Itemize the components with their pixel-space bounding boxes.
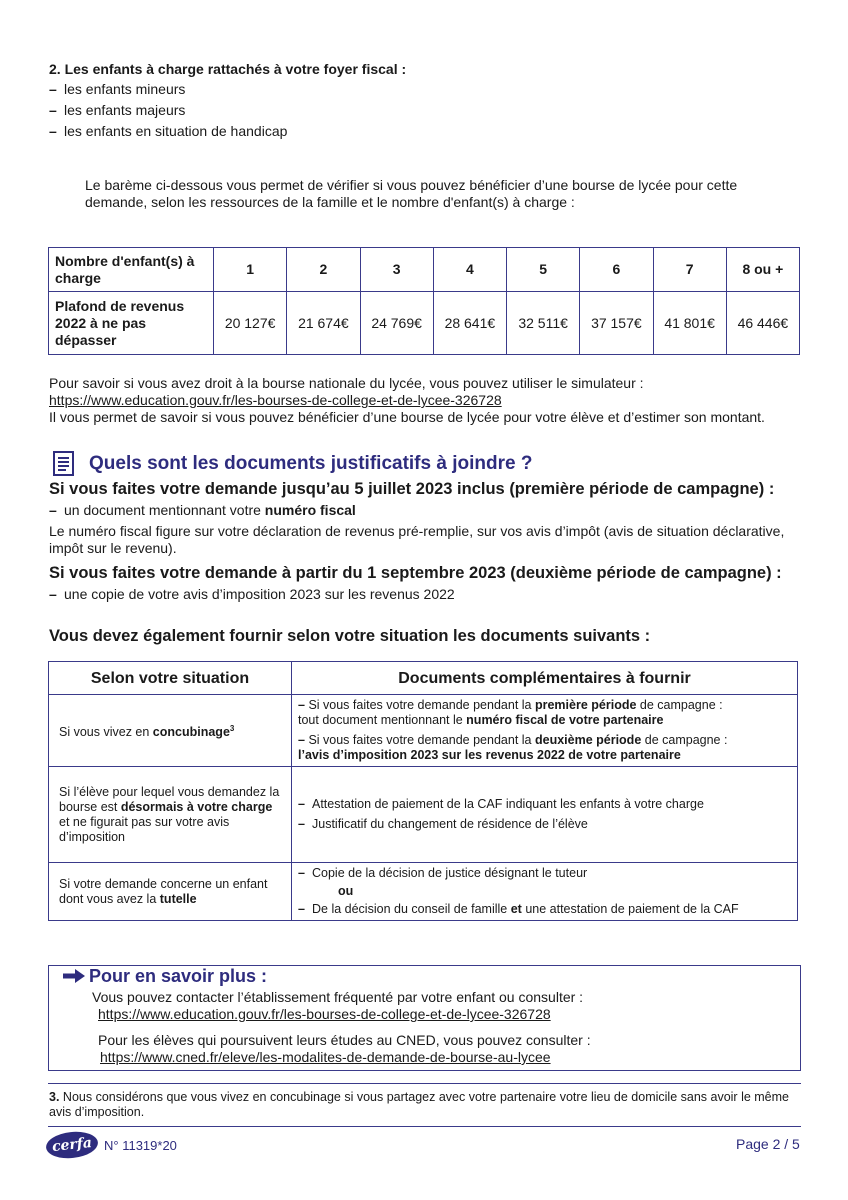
table-cell: 3	[360, 248, 433, 292]
table-row	[49, 863, 798, 921]
list-item: – un document mentionnant votre numéro fiscal	[49, 502, 356, 518]
situation-cell: Si vous vivez en concubinage$^3$	[49, 695, 292, 767]
table-row-label: Plafond de revenus 2022 à ne pas dépasser	[49, 292, 214, 355]
table-cell: 6	[580, 248, 653, 292]
table-cell: 37 157€	[580, 292, 653, 355]
footnote-divider	[48, 1083, 801, 1084]
table-cell: 21 674€	[287, 292, 360, 355]
more-info-content: Vous pouvez contacter l’établissement fréquenté par votre enfant ou consulter : https://www.education.gouv.fr/les-bourses-de-college-et-de-lycee-326728 Pour les élèves qui poursuivent leurs études au CNED, vous pouvez consulter : https://www.cned.fr/eleve/les-modalites-de-demande-de-bourse-au-lycee	[92, 989, 591, 1065]
table-cell: 7	[653, 248, 726, 292]
column-header: Documents complémentaires à fournir	[292, 662, 798, 695]
education-link[interactable]: https://www.education.gouv.fr/les-bourses-de-college-et-de-lycee-326728	[98, 1006, 551, 1022]
situation-cell: Si l’élève pour lequel vous demandez la bourse est désormais à votre charge et ne figurait pas sur votre avis d’imposition	[49, 767, 292, 863]
period1-note: Le numéro fiscal figure sur votre déclaration de revenus pré-remplie, sur vos avis d’impôt (avis de situation déclarative, impôt sur le revenu).	[49, 523, 785, 556]
table-header-row	[49, 662, 798, 695]
footnote: 3. Nous considérons que vous vivez en concubinage si vous partagez avec votre partenaire votre lieu de domicile sans avoir le même avis d’imposition.	[49, 1090, 789, 1119]
documents-cell: – Copie de la décision de justice désignant le tuteur ou – De la décision du conseil de famille et une attestation de paiement de la CAF	[292, 863, 798, 921]
table-cell: 24 769€	[360, 292, 433, 355]
table-cell: 5	[507, 248, 580, 292]
also-heading: Vous devez également fournir selon votre situation les documents suivants :	[49, 627, 651, 645]
table-cell: 41 801€	[653, 292, 726, 355]
documents-cell: – Si vous faites votre demande pendant la première période de campagne : tout document mentionnant le numéro fiscal de votre partenaire – Si vous faites votre demande pendant la deuxième période de campagne : l’avis d’imposition 2023 sur les revenus 2022 de votre partenaire	[292, 695, 798, 767]
column-header: Selon votre situation	[49, 662, 292, 695]
children-list	[49, 81, 549, 144]
simulator-link[interactable]: https://www.education.gouv.fr/les-bourses-de-college-et-de-lycee-326728	[49, 392, 502, 408]
table-cell: 28 641€	[433, 292, 506, 355]
documents-table	[48, 661, 798, 921]
period2-list	[49, 586, 749, 603]
table-cell: 4	[433, 248, 506, 292]
cerfa-logo: cerfa	[45, 1129, 99, 1160]
form-number: N° 11319*20	[104, 1138, 177, 1153]
cned-link[interactable]: https://www.cned.fr/eleve/les-modalites-de-demande-de-bourse-au-lycee	[100, 1049, 551, 1065]
table-cell: 20 127€	[214, 292, 287, 355]
section-title: Quels sont les documents justificatifs à joindre ?	[89, 453, 533, 474]
list-item: – les enfants en situation de handicap	[49, 123, 288, 139]
section-heading: 2. Les enfants à charge rattachés à votre foyer fiscal :	[49, 61, 407, 77]
documents-cell: – Attestation de paiement de la CAF indiquant les enfants à votre charge – Justificatif du changement de résidence de l’élève	[292, 767, 798, 863]
table-cell: 2	[287, 248, 360, 292]
period1-list	[49, 502, 749, 519]
table-cell: 8 ou +	[726, 248, 799, 292]
table-cell: 1	[214, 248, 287, 292]
more-info-title: Pour en savoir plus :	[89, 966, 268, 986]
list-item: – les enfants mineurs	[49, 81, 186, 97]
table-row	[49, 248, 800, 292]
table-row	[49, 695, 798, 767]
period1-heading: Si vous faites votre demande jusqu’au 5 juillet 2023 inclus (première période de campagne) :	[49, 480, 775, 498]
list-item: – les enfants majeurs	[49, 102, 186, 118]
page-number: Page 2 / 5	[736, 1136, 800, 1152]
arrow-right-icon	[62, 967, 86, 985]
table-cell: 46 446€	[726, 292, 799, 355]
list-item: – une copie de votre avis d’imposition 2023 sur les revenus 2022	[49, 586, 455, 602]
table-row	[49, 767, 798, 863]
bareme-table	[48, 247, 800, 355]
table-row-label: Nombre d'enfant(s) à charge	[49, 248, 214, 292]
period2-heading: Si vous faites votre demande à partir du 1 septembre 2023 (deuxième période de campagne) :	[49, 564, 782, 582]
simulator-text: Pour savoir si vous avez droit à la bourse nationale du lycée, vous pouvez utiliser le simulateur : https://www.education.gouv.fr/les-bourses-de-college-et-de-lycee-326728 Il vous permet de savoir si vous pouvez bénéficier d’une bourse de lycée pour votre élève et d’estimer son montant.	[49, 375, 765, 425]
table-row	[49, 292, 800, 355]
bareme-intro: Le barème ci-dessous vous permet de vérifier si vous pouvez bénéficier d’une bourse de lycée pour cette demande, selon les ressources de la famille et le nombre d'enfant(s) à charge :	[85, 177, 738, 210]
situation-cell: Si votre demande concerne un enfant dont vous avez la tutelle	[49, 863, 292, 921]
table-cell: 32 511€	[507, 292, 580, 355]
document-icon	[51, 450, 77, 477]
footer-divider	[48, 1126, 801, 1127]
